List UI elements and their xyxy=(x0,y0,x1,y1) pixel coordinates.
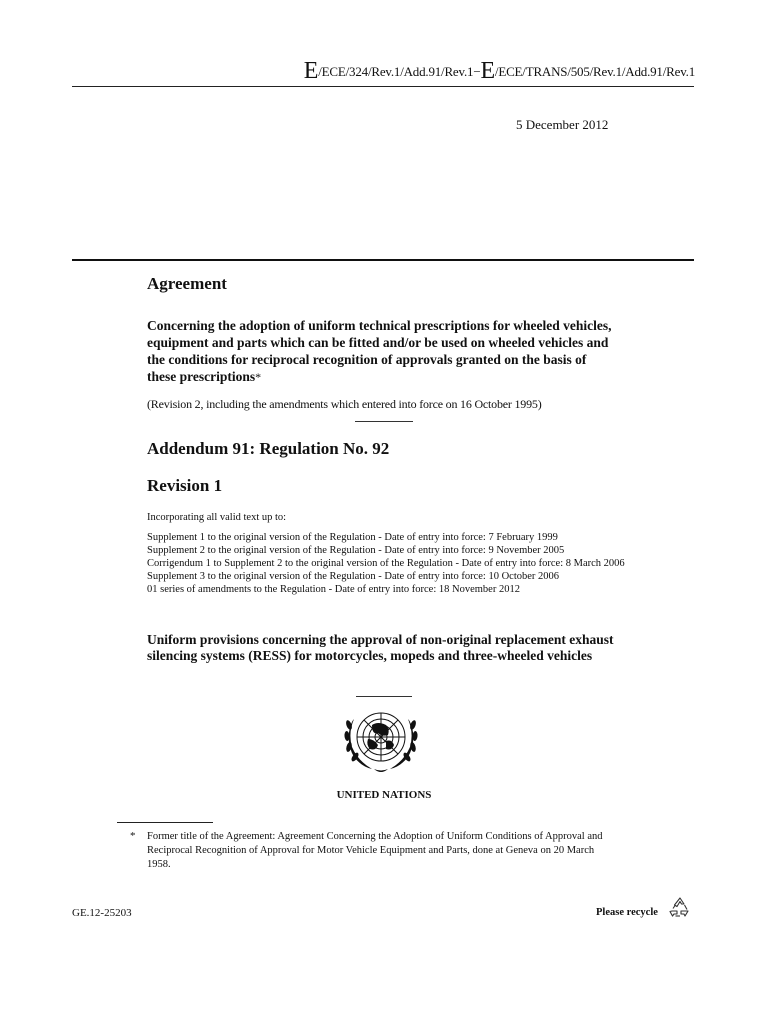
document-number: GE.12-25203 xyxy=(72,907,132,919)
footnote-rule xyxy=(117,822,213,823)
footnote-marker: * xyxy=(130,830,136,842)
title-rule xyxy=(72,259,694,261)
agreement-heading: Agreement xyxy=(147,274,227,293)
incorporating-text: Incorporating all valid text up to: xyxy=(147,512,287,523)
symbol-2-rest: /ECE/TRANS/505/Rev.1/Add.91/Rev.1 xyxy=(494,64,695,79)
list-item: Supplement 1 to the original version of the Regulation - Date of entry into force: 7 February 1999 xyxy=(147,532,558,543)
header-rule xyxy=(72,86,694,87)
symbol-separator: − xyxy=(473,64,481,79)
revision-note: (Revision 2, including the amendments which entered into force on 16 October 1995) xyxy=(147,397,542,411)
organization-name: UNITED NATIONS xyxy=(336,789,432,801)
symbol-1-rest: /ECE/324/Rev.1/Add.91/Rev.1 xyxy=(318,64,474,79)
document-symbol xyxy=(304,58,695,85)
footnote-text: Former title of the Agreement: Agreement Concerning the Adoption of Uniform Conditions of Approval and Reciprocal Recognition of Approval for Motor Vehicle Equipment and Parts, done at Geneva on 20 March 1958. xyxy=(147,831,603,870)
list-item: 01 series of amendments to the Regulation - Date of entry into force: 18 November 2012 xyxy=(147,584,520,595)
footnote-reference: * xyxy=(255,370,262,384)
agreement-subtitle xyxy=(147,317,617,386)
supplement-list xyxy=(147,531,631,596)
list-item: Supplement 3 to the original version of the Regulation - Date of entry into force: 10 October 2006 xyxy=(147,571,560,582)
addendum-heading: Addendum 91: Regulation No. 92 xyxy=(147,439,390,458)
separator-rule xyxy=(356,696,412,697)
list-item: Corrigendum 1 to Supplement 2 to the original version of the Regulation - Date of entry into force: 8 March 2006 xyxy=(147,558,625,569)
un-emblem-icon xyxy=(338,703,424,779)
list-item: Supplement 2 to the original version of the Regulation - Date of entry into force: 9 November 2005 xyxy=(147,545,565,556)
symbol-1-letter: E xyxy=(303,58,319,84)
recycle-icon xyxy=(668,895,692,919)
agreement-subtitle-text: Concerning the adoption of uniform technical prescriptions for wheeled vehicles, equipment and parts which can be fitted and/or be used on wheeled vehicles and the conditions for reciprocal recognition of approvals granted on the basis of these prescriptions xyxy=(147,318,612,384)
provisions-title: Uniform provisions concerning the approval of non-original replacement exhaust silencing systems (RESS) for motorcycles, mopeds and three-wheeled vehicles xyxy=(147,632,614,663)
symbol-2-letter: E xyxy=(480,58,495,84)
document-date: 5 December 2012 xyxy=(516,117,609,132)
separator-rule xyxy=(355,421,413,422)
recycle-label: Please recycle xyxy=(596,907,658,918)
revision-heading: Revision 1 xyxy=(147,476,223,495)
